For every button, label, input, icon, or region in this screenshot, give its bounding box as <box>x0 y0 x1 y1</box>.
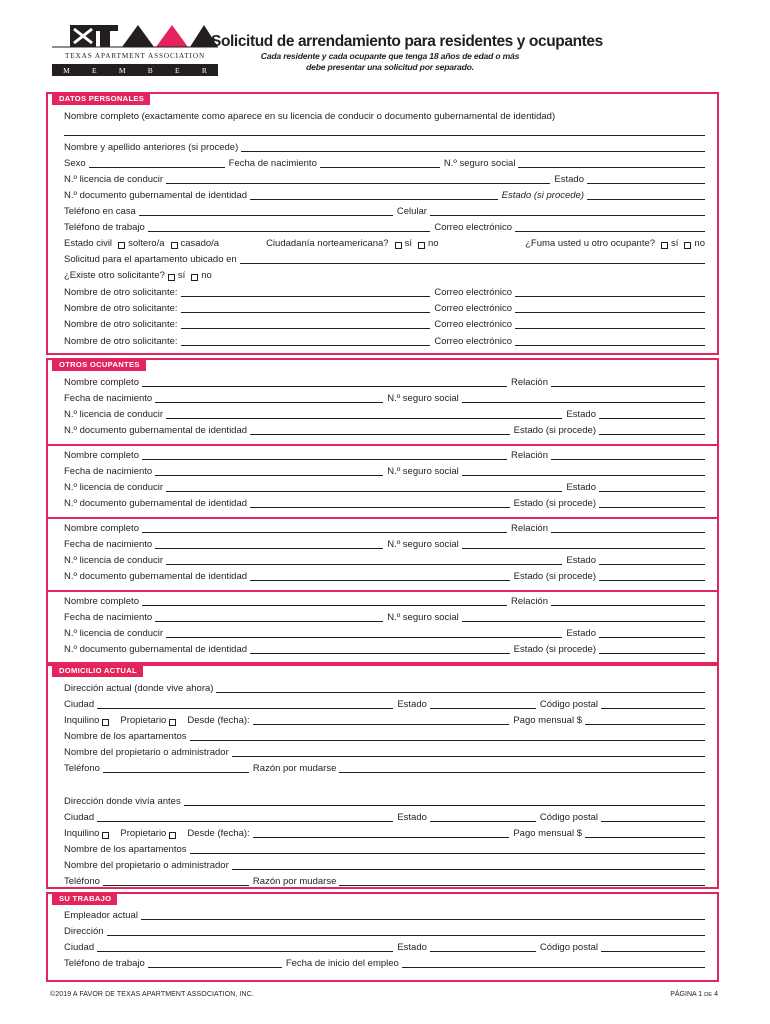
citizen-no-label: no <box>427 238 439 249</box>
occupant-3-license-field[interactable] <box>166 564 562 565</box>
occupant-4-state-field[interactable] <box>599 637 705 638</box>
occupant-1-ssn-field[interactable] <box>462 402 705 403</box>
work-address-field[interactable] <box>107 935 705 936</box>
current-moving-reason-label: Razón por mudarse <box>252 763 337 774</box>
occupant-3-birth-label: Fecha de nacimiento <box>64 539 153 550</box>
state-field[interactable] <box>587 183 705 184</box>
previous-moving-reason-field[interactable] <box>339 885 705 886</box>
occupant-1-license-field[interactable] <box>166 418 562 419</box>
current-phone-label: Teléfono <box>64 763 100 774</box>
occupant-2-birth-field[interactable] <box>155 475 383 476</box>
section-personal-data <box>46 92 719 355</box>
occupant-3-govid-field[interactable] <box>250 580 510 581</box>
previous-names-field[interactable] <box>241 151 705 152</box>
current-monthly-field[interactable] <box>585 724 705 725</box>
home-phone-label: Teléfono en casa <box>64 206 136 217</box>
work-phone-field[interactable] <box>148 231 431 232</box>
occupant-2-name-field[interactable] <box>142 459 507 460</box>
previous-owner-manager-label: Nombre del propietario o administrador <box>64 860 229 871</box>
other-applicant-name-label: Nombre de otro solicitante: <box>64 319 178 330</box>
occupant-2-govid-state-field[interactable] <box>599 507 705 508</box>
current-since-field[interactable] <box>253 724 510 725</box>
occupant-4-name-label: Nombre completo <box>64 596 139 607</box>
work-zip-label: Código postal <box>539 942 598 953</box>
sex-field[interactable] <box>89 167 225 168</box>
current-monthly-label: Pago mensual $ <box>513 715 582 726</box>
previous-tenant-checkbox[interactable] <box>102 832 109 839</box>
current-owner-manager-label: Nombre del propietario o administrador <box>64 747 229 758</box>
taa-logo <box>52 22 218 78</box>
section-tab-occupants: OTROS OCUPANTES <box>52 359 146 371</box>
previous-address-field[interactable] <box>184 805 705 806</box>
occupant-1-ssn-label: N.º seguro social <box>387 393 459 404</box>
gov-id-field[interactable] <box>250 199 498 200</box>
occupant-4-govid-field[interactable] <box>250 653 510 654</box>
section-tab-personal: DATOS PERSONALES <box>52 93 150 105</box>
citizen-yes-label: sí <box>404 238 412 249</box>
gov-id-state-label: Estado (si procede) <box>501 190 584 201</box>
full-name-field[interactable] <box>64 135 705 136</box>
other-applicant-email-label: Correo electrónico <box>434 303 512 314</box>
work-city-field[interactable] <box>97 951 393 952</box>
occupant-2-relation-label: Relación <box>511 450 548 461</box>
occupant-1-relation-label: Relación <box>511 377 548 388</box>
gov-id-state-field[interactable] <box>587 199 705 200</box>
previous-apartments-field[interactable] <box>190 853 705 854</box>
current-state-field[interactable] <box>430 708 536 709</box>
smoke-yes-label: sí <box>671 238 679 249</box>
previous-since-label: Desde (fecha): <box>187 828 250 839</box>
document-title: Solicitud de arrendamiento para residentes y ocupantes <box>211 33 603 50</box>
occupant-divider <box>48 517 717 519</box>
birth-date-field[interactable] <box>320 167 440 168</box>
occupant-1-birth-field[interactable] <box>155 402 383 403</box>
cell-field[interactable] <box>430 215 705 216</box>
previous-city-field[interactable] <box>97 821 393 822</box>
occupant-4-ssn-field[interactable] <box>462 621 705 622</box>
occupant-4-state-label: Estado <box>566 628 596 639</box>
occupant-3-birth-field[interactable] <box>155 548 383 549</box>
section-work <box>46 892 719 982</box>
smoke-yes-checkbox[interactable] <box>661 242 668 249</box>
current-moving-reason-field[interactable] <box>339 772 705 773</box>
occupant-2-license-label: N.º licencia de conducir <box>64 482 164 493</box>
occupant-4-name-field[interactable] <box>142 605 507 606</box>
occupant-4-relation-field[interactable] <box>551 605 705 606</box>
footer-page-number: PÁGINA 1 DE 4 <box>670 991 718 998</box>
cell-label: Celular <box>396 206 427 217</box>
other-applicant-email-field-2[interactable] <box>515 312 705 313</box>
previous-address-label: Dirección donde vivía antes <box>64 796 181 807</box>
current-state-label: Estado <box>397 699 427 710</box>
current-owner-label: Propietario <box>120 715 167 726</box>
previous-owner-checkbox[interactable] <box>169 832 176 839</box>
current-owner-checkbox[interactable] <box>169 719 176 726</box>
previous-owner-manager-field[interactable] <box>232 869 705 870</box>
current-city-label: Ciudad <box>64 699 95 710</box>
occupant-2-ssn-field[interactable] <box>462 475 705 476</box>
section-tab-work: SU TRABAJO <box>52 893 117 905</box>
occupant-2-govid-label: N.º documento gubernamental de identidad <box>64 498 248 509</box>
current-zip-label: Código postal <box>539 699 598 710</box>
current-city-field[interactable] <box>97 708 393 709</box>
other-applicant-email-field-4[interactable] <box>515 345 705 346</box>
smoke-label: ¿Fuma usted u otro ocupante? <box>525 238 656 249</box>
work-start-date-field[interactable] <box>402 967 705 968</box>
occupant-divider <box>48 444 717 446</box>
work-address-label: Dirección <box>64 926 104 937</box>
occupant-3-relation-field[interactable] <box>551 532 705 533</box>
previous-moving-reason-label: Razón por mudarse <box>252 876 337 887</box>
current-owner-manager-field[interactable] <box>232 756 705 757</box>
birth-date-label: Fecha de nacimiento <box>228 158 317 169</box>
occupant-3-state-field[interactable] <box>599 564 705 565</box>
occupant-1-state-label: Estado <box>566 409 596 420</box>
occupant-2-ssn-label: N.º seguro social <box>387 466 459 477</box>
occupant-3-name-field[interactable] <box>142 532 507 533</box>
occupant-2-name-label: Nombre completo <box>64 450 139 461</box>
occupant-4-birth-field[interactable] <box>155 621 383 622</box>
gov-id-label: N.º documento gubernamental de identidad <box>64 190 248 201</box>
driver-license-label: N.º licencia de conducir <box>64 174 164 185</box>
sex-label: Sexo <box>64 158 86 169</box>
driver-license-field[interactable] <box>166 183 550 184</box>
current-apartments-label: Nombre de los apartamentos <box>64 731 187 742</box>
previous-monthly-label: Pago mensual $ <box>513 828 582 839</box>
current-since-label: Desde (fecha): <box>187 715 250 726</box>
current-address-label: Dirección actual (donde vive ahora) <box>64 683 214 694</box>
other-applicant-name-field-2[interactable] <box>181 312 431 313</box>
smoke-no-checkbox[interactable] <box>684 242 691 249</box>
work-phone-field[interactable] <box>148 967 282 968</box>
single-checkbox[interactable] <box>118 242 125 249</box>
occupant-3-govid-state-label: Estado (si procede) <box>513 571 596 582</box>
occupant-4-govid-state-field[interactable] <box>599 653 705 654</box>
other-applicant-email-label: Correo electrónico <box>434 287 512 298</box>
section-other-occupants <box>46 358 719 664</box>
work-phone-label: Teléfono de trabajo <box>64 958 145 969</box>
email-label: Correo electrónico <box>434 222 512 233</box>
other-applicant-email-label: Correo electrónico <box>434 319 512 330</box>
citizen-label: Ciudadanía norteamericana? <box>266 238 389 249</box>
occupant-4-birth-label: Fecha de nacimiento <box>64 612 153 623</box>
work-city-label: Ciudad <box>64 942 95 953</box>
occupant-1-name-field[interactable] <box>142 386 507 387</box>
email-field[interactable] <box>515 231 705 232</box>
occupant-1-govid-state-label: Estado (si procede) <box>513 425 596 436</box>
occupant-4-relation-label: Relación <box>511 596 548 607</box>
other-applicant-name-field-1[interactable] <box>181 296 431 297</box>
occupant-2-state-field[interactable] <box>599 491 705 492</box>
current-zip-field[interactable] <box>601 708 705 709</box>
previous-names-label: Nombre y apellido anteriores (si procede) <box>64 142 239 153</box>
occupant-3-state-label: Estado <box>566 555 596 566</box>
occupant-1-state-field[interactable] <box>599 418 705 419</box>
citizen-yes-checkbox[interactable] <box>395 242 402 249</box>
occupant-1-govid-state-field[interactable] <box>599 434 705 435</box>
home-phone-field[interactable] <box>139 215 393 216</box>
current-address-field[interactable] <box>216 692 705 693</box>
previous-city-label: Ciudad <box>64 812 95 823</box>
full-name-label: Nombre completo (exactamente como aparece en su licencia de conducir o documento gubernamental de identidad) <box>64 111 556 122</box>
apartment-address-field[interactable] <box>240 263 705 264</box>
other-applicant-no-checkbox[interactable] <box>191 274 198 281</box>
work-start-date-label: Fecha de inicio del empleo <box>285 958 399 969</box>
smoke-no-label: no <box>694 238 705 249</box>
current-phone-field[interactable] <box>103 772 249 773</box>
other-applicant-no-label: no <box>201 270 212 281</box>
occupant-1-govid-label: N.º documento gubernamental de identidad <box>64 425 248 436</box>
occupant-2-state-label: Estado <box>566 482 596 493</box>
occupant-3-ssn-label: N.º seguro social <box>387 539 459 550</box>
occupant-3-govid-label: N.º documento gubernamental de identidad <box>64 571 248 582</box>
work-state-label: Estado <box>397 942 427 953</box>
previous-phone-label: Teléfono <box>64 876 100 887</box>
other-applicant-email-field-3[interactable] <box>515 328 705 329</box>
employer-field[interactable] <box>141 919 705 920</box>
current-tenant-label: Inquilino <box>64 715 100 726</box>
married-checkbox[interactable] <box>171 242 178 249</box>
logo-association-text: TEXAS APARTMENT ASSOCIATION <box>64 52 206 60</box>
married-label: casado/a <box>180 238 220 249</box>
other-applicant-name-label: Nombre de otro solicitante: <box>64 303 178 314</box>
previous-monthly-field[interactable] <box>585 837 705 838</box>
previous-state-field[interactable] <box>430 821 536 822</box>
previous-state-label: Estado <box>397 812 427 823</box>
section-tab-residence: DOMICILIO ACTUAL <box>52 665 143 677</box>
work-phone-label: Teléfono de trabajo <box>64 222 145 233</box>
occupant-3-govid-state-field[interactable] <box>599 580 705 581</box>
occupant-2-relation-field[interactable] <box>551 459 705 460</box>
previous-apartments-label: Nombre de los apartamentos <box>64 844 187 855</box>
other-applicant-name-field-4[interactable] <box>181 345 431 346</box>
previous-since-field[interactable] <box>253 837 510 838</box>
occupant-4-ssn-label: N.º seguro social <box>387 612 459 623</box>
current-apartments-field[interactable] <box>190 740 705 741</box>
occupant-1-relation-field[interactable] <box>551 386 705 387</box>
occupant-1-govid-field[interactable] <box>250 434 510 435</box>
occupant-3-relation-label: Relación <box>511 523 548 534</box>
single-label: soltero/a <box>128 238 165 249</box>
employer-label: Empleador actual <box>64 910 138 921</box>
ssn-label: N.º seguro social <box>443 158 516 169</box>
work-zip-field[interactable] <box>601 951 705 952</box>
occupant-2-govid-field[interactable] <box>250 507 510 508</box>
previous-tenant-label: Inquilino <box>64 828 100 839</box>
previous-owner-label: Propietario <box>120 828 167 839</box>
citizen-no-checkbox[interactable] <box>418 242 425 249</box>
occupant-1-name-label: Nombre completo <box>64 377 139 388</box>
footer-copyright: ©2019 A FAVOR DE TEXAS APARTMENT ASSOCIATION, INC. <box>50 991 254 998</box>
previous-zip-field[interactable] <box>601 821 705 822</box>
occupant-3-license-label: N.º licencia de conducir <box>64 555 164 566</box>
occupant-4-license-field[interactable] <box>166 637 562 638</box>
occupant-1-birth-label: Fecha de nacimiento <box>64 393 153 404</box>
previous-zip-label: Código postal <box>539 812 598 823</box>
occupant-3-ssn-field[interactable] <box>462 548 705 549</box>
occupant-1-license-label: N.º licencia de conducir <box>64 409 164 420</box>
occupant-2-license-field[interactable] <box>166 491 562 492</box>
other-applicant-email-label: Correo electrónico <box>434 336 512 347</box>
marital-status-label: Estado civil <box>64 238 113 249</box>
logo-member-bar: M E M B E R <box>52 64 218 76</box>
state-label: Estado <box>554 174 584 185</box>
other-applicant-yes-label: sí <box>177 270 186 281</box>
occupant-3-name-label: Nombre completo <box>64 523 139 534</box>
occupant-divider <box>48 590 717 592</box>
occupant-2-birth-label: Fecha de nacimiento <box>64 466 153 477</box>
other-applicant-name-field-3[interactable] <box>181 328 431 329</box>
other-applicant-label: ¿Existe otro solicitante? <box>64 270 165 281</box>
occupant-2-govid-state-label: Estado (si procede) <box>513 498 596 509</box>
apartment-address-label: Solicitud para el apartamento ubicado en <box>64 254 237 265</box>
previous-phone-field[interactable] <box>103 885 249 886</box>
ssn-field[interactable] <box>518 167 705 168</box>
current-tenant-checkbox[interactable] <box>102 719 109 726</box>
other-applicant-name-label: Nombre de otro solicitante: <box>64 287 178 298</box>
taa-logo-mark <box>52 22 218 50</box>
other-applicant-name-label: Nombre de otro solicitante: <box>64 336 178 347</box>
section-current-residence <box>46 664 719 889</box>
occupant-4-license-label: N.º licencia de conducir <box>64 628 164 639</box>
document-subtitle: Cada residente y cada ocupante que tenga 18 años de edad o más debe presentar una solicitud por separado. <box>260 51 520 72</box>
work-state-field[interactable] <box>430 951 536 952</box>
other-applicant-email-field-1[interactable] <box>515 296 705 297</box>
occupant-4-govid-state-label: Estado (si procede) <box>513 644 596 655</box>
other-applicant-yes-checkbox[interactable] <box>168 274 175 281</box>
occupant-4-govid-label: N.º documento gubernamental de identidad <box>64 644 248 655</box>
